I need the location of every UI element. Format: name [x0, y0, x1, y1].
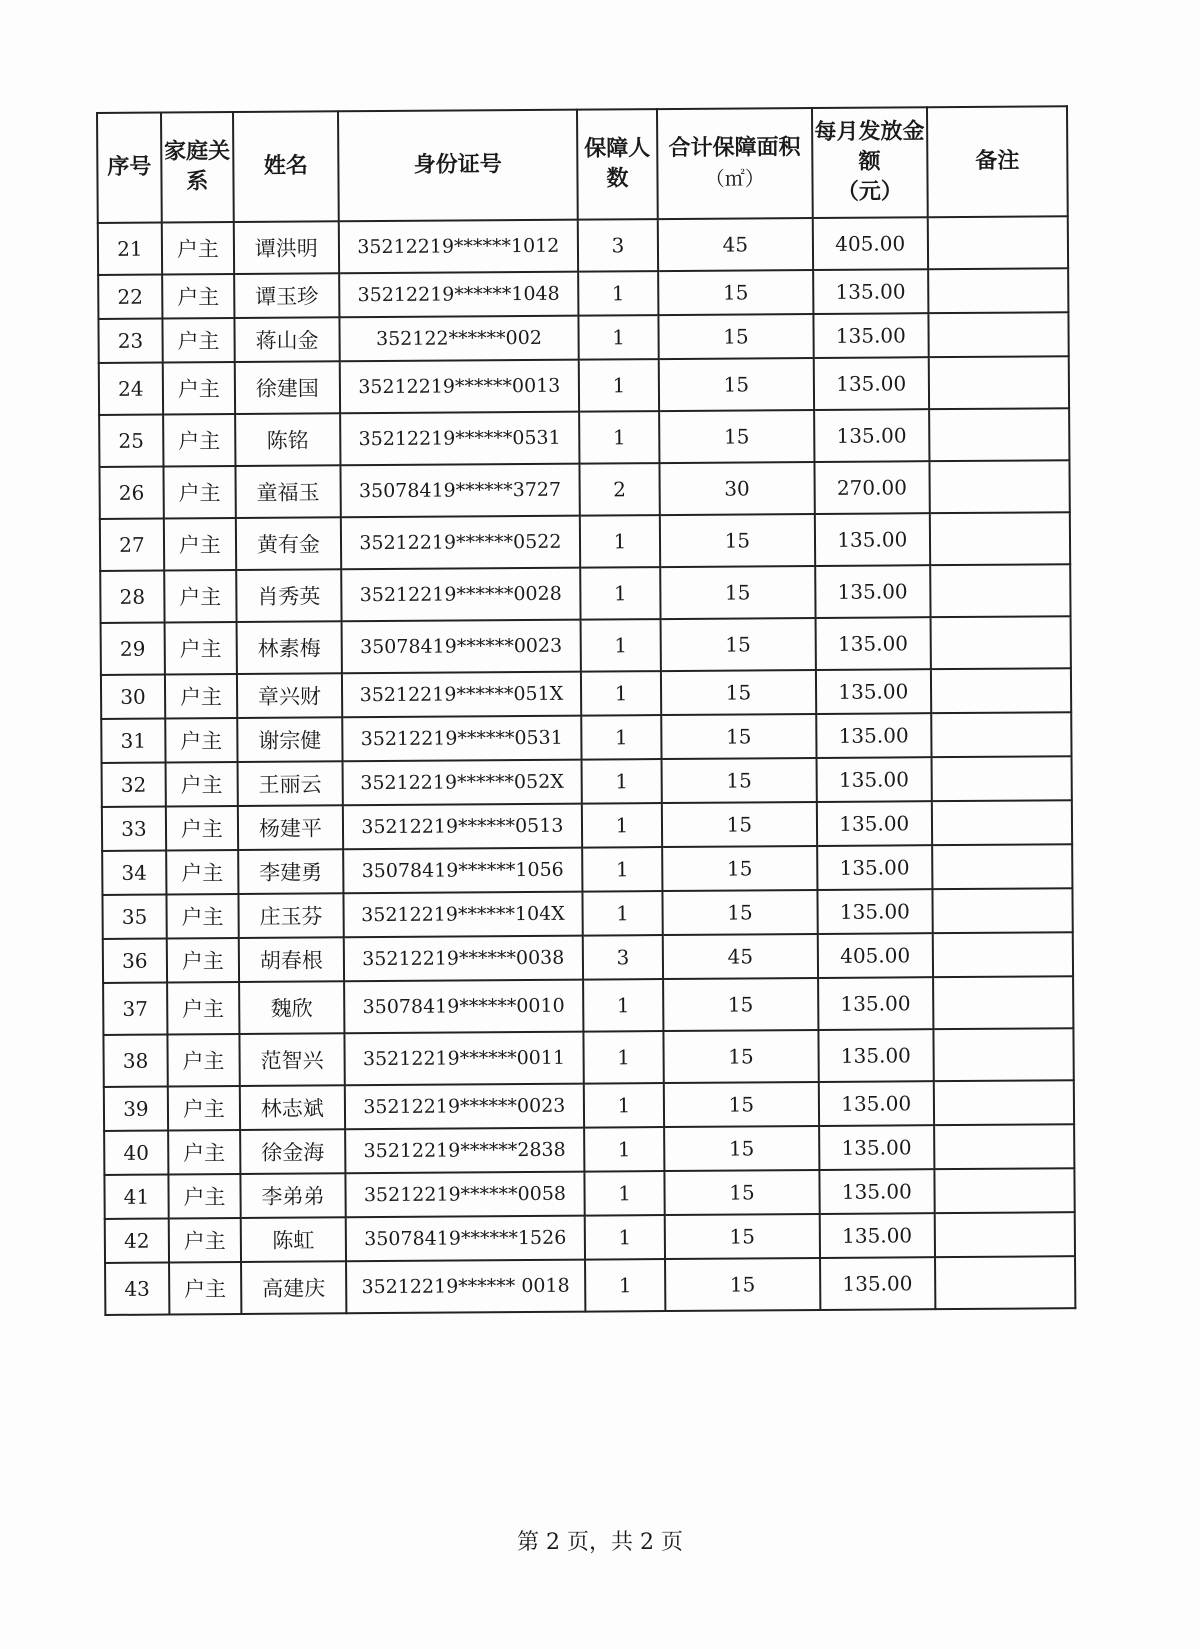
cell-persons: 1	[584, 1083, 665, 1128]
cell-amount: 135.00	[813, 313, 929, 358]
cell-persons: 1	[584, 1171, 665, 1216]
header-amount	[812, 107, 928, 218]
cell-relation: 户主	[166, 850, 238, 895]
cell-relation: 户主	[164, 622, 236, 675]
cell-seq: 43	[105, 1263, 169, 1315]
subsidy-table	[96, 105, 1076, 1316]
cell-amount: 135.00	[816, 757, 932, 802]
cell-seq: 37	[103, 983, 167, 1035]
cell-relation: 户主	[163, 414, 235, 467]
cell-persons: 1	[580, 515, 661, 568]
table-row	[102, 800, 1072, 851]
cell-area: 15	[660, 514, 815, 567]
cell-id-number: 35212219******051X	[342, 672, 581, 718]
cell-area: 15	[658, 270, 813, 315]
cell-name: 李建勇	[238, 849, 343, 894]
cell-name: 胡春根	[239, 937, 344, 982]
table-row	[101, 616, 1071, 675]
cell-seq: 27	[100, 519, 164, 571]
cell-area: 15	[664, 1030, 819, 1083]
table-row	[102, 844, 1072, 895]
cell-seq: 21	[98, 223, 162, 275]
cell-remark	[928, 216, 1068, 269]
cell-name: 范智兴	[239, 1033, 344, 1086]
cell-area: 15	[661, 618, 816, 671]
cell-relation: 户主	[169, 1262, 241, 1315]
cell-seq: 35	[102, 895, 166, 939]
cell-name: 肖秀英	[236, 569, 341, 622]
cell-seq: 30	[101, 675, 165, 719]
cell-relation: 户主	[163, 466, 235, 519]
cell-amount: 135.00	[815, 565, 931, 618]
cell-area: 15	[665, 1214, 820, 1259]
cell-persons: 1	[579, 359, 660, 412]
cell-seq: 24	[99, 363, 163, 415]
cell-remark	[932, 888, 1072, 933]
cell-id-number: 35078419******0010	[344, 980, 583, 1034]
cell-remark	[935, 1256, 1075, 1309]
table-row	[102, 888, 1072, 939]
table-row	[103, 1028, 1073, 1087]
cell-relation: 户主	[167, 1034, 239, 1087]
table-row	[101, 668, 1071, 719]
cell-amount: 135.00	[813, 357, 929, 410]
cell-area: 15	[659, 358, 814, 411]
cell-seq: 34	[102, 851, 166, 895]
cell-area: 15	[662, 758, 817, 803]
cell-seq: 40	[104, 1131, 168, 1175]
cell-area: 15	[665, 1258, 820, 1311]
cell-area: 45	[663, 934, 818, 979]
header-persons: 保障人数	[577, 109, 658, 220]
cell-remark	[930, 564, 1070, 617]
cell-id-number: 352122******002	[339, 316, 578, 362]
cell-remark	[932, 844, 1072, 889]
cell-id-number: 35212219****** 0018	[346, 1260, 585, 1314]
table-row	[104, 1168, 1074, 1219]
cell-amount: 135.00	[819, 1213, 935, 1258]
cell-amount: 135.00	[815, 617, 931, 670]
cell-seq: 38	[103, 1035, 167, 1087]
cell-persons: 1	[582, 803, 663, 848]
table-row	[101, 712, 1071, 763]
cell-remark	[934, 1168, 1074, 1213]
cell-relation: 户主	[163, 362, 235, 415]
cell-area: 15	[659, 410, 814, 463]
cell-amount: 135.00	[817, 845, 933, 890]
cell-relation: 户主	[164, 570, 236, 623]
cell-relation: 户主	[167, 982, 239, 1035]
cell-relation: 户主	[162, 274, 234, 319]
cell-persons: 1	[578, 315, 659, 360]
table-row	[105, 1212, 1075, 1263]
cell-persons: 1	[579, 411, 660, 464]
cell-seq: 36	[103, 939, 167, 983]
cell-area: 15	[664, 1082, 819, 1127]
cell-id-number: 35078419******1056	[343, 848, 582, 894]
cell-amount: 135.00	[818, 977, 934, 1030]
cell-persons: 1	[582, 891, 663, 936]
cell-relation: 户主	[165, 674, 237, 719]
cell-seq: 42	[105, 1219, 169, 1263]
cell-relation: 户主	[164, 518, 236, 571]
cell-amount: 405.00	[817, 933, 933, 978]
cell-remark	[930, 512, 1070, 565]
cell-relation: 户主	[169, 1218, 241, 1263]
cell-relation: 户主	[162, 222, 234, 275]
cell-amount: 135.00	[817, 889, 933, 934]
cell-id-number: 35212219******052X	[342, 760, 581, 806]
cell-name: 高建庆	[241, 1261, 346, 1314]
cell-name: 蒋山金	[234, 317, 339, 362]
cell-name: 徐金海	[240, 1129, 345, 1174]
cell-name: 林素梅	[236, 621, 341, 674]
cell-relation: 户主	[168, 1174, 240, 1219]
cell-persons: 2	[579, 463, 660, 516]
page-number: 第 2 页，共 2 页	[517, 1530, 683, 1555]
cell-seq: 39	[104, 1087, 168, 1131]
cell-area: 15	[660, 566, 815, 619]
cell-amount: 135.00	[816, 713, 932, 758]
cell-name: 谢宗健	[237, 717, 342, 762]
cell-area: 15	[659, 314, 814, 359]
cell-seq: 32	[102, 763, 166, 807]
cell-id-number: 35212219******0023	[345, 1084, 584, 1130]
table-body	[98, 216, 1076, 1315]
cell-area: 15	[661, 670, 816, 715]
cell-area: 45	[658, 218, 813, 271]
cell-name: 王丽云	[237, 761, 342, 806]
cell-name: 陈铭	[235, 413, 340, 466]
header-area-label: 合计保障面积	[668, 135, 801, 162]
cell-relation: 户主	[167, 938, 239, 983]
cell-persons: 1	[580, 567, 661, 620]
cell-remark	[930, 616, 1070, 669]
cell-id-number: 35078419******3727	[340, 464, 579, 518]
cell-id-number: 35212219******0513	[343, 804, 582, 850]
cell-id-number: 35212219******2838	[345, 1128, 584, 1174]
cell-name: 陈虹	[241, 1217, 346, 1262]
cell-name: 徐建国	[235, 361, 340, 414]
cell-persons: 1	[581, 671, 662, 716]
table-header-row	[97, 106, 1068, 223]
cell-remark	[928, 312, 1068, 357]
cell-id-number: 35212219******0058	[345, 1172, 584, 1218]
table-row	[100, 512, 1070, 571]
cell-persons: 1	[584, 1127, 665, 1172]
cell-name: 章兴财	[237, 673, 342, 718]
table-row	[98, 268, 1068, 319]
cell-name: 杨建平	[238, 805, 343, 850]
cell-amount: 135.00	[820, 1257, 936, 1310]
table-row	[103, 976, 1073, 1035]
cell-area: 15	[663, 890, 818, 935]
cell-area: 15	[663, 978, 818, 1031]
cell-id-number: 35212219******1012	[339, 220, 578, 274]
cell-remark	[932, 800, 1072, 845]
cell-persons: 1	[581, 715, 662, 760]
cell-seq: 25	[99, 415, 163, 467]
header-id-number: 身份证号	[338, 110, 578, 222]
cell-seq: 22	[98, 275, 162, 319]
cell-remark	[933, 932, 1073, 977]
cell-name: 李弟弟	[240, 1173, 345, 1218]
cell-persons: 3	[583, 935, 664, 980]
table-row	[104, 1080, 1074, 1131]
cell-remark	[929, 356, 1069, 409]
cell-name: 谭洪明	[234, 221, 339, 274]
cell-id-number: 35212219******0531	[342, 716, 581, 762]
cell-id-number: 35212219******0038	[344, 936, 583, 982]
cell-id-number: 35212219******0531	[340, 412, 579, 466]
table-row	[104, 1124, 1074, 1175]
header-amount-label: 每月发放金额	[814, 119, 925, 175]
cell-area: 15	[662, 802, 817, 847]
table-row	[99, 460, 1069, 519]
cell-relation: 户主	[166, 806, 238, 851]
cell-name: 黄有金	[236, 517, 341, 570]
header-remark: 备注	[927, 106, 1068, 217]
cell-id-number: 35212219******0028	[341, 568, 580, 622]
cell-amount: 135.00	[819, 1169, 935, 1214]
cell-area: 15	[662, 846, 817, 891]
cell-amount: 135.00	[819, 1125, 935, 1170]
header-amount-unit: （元）	[836, 179, 903, 205]
cell-remark	[928, 268, 1068, 313]
cell-remark	[931, 668, 1071, 713]
cell-relation: 户主	[165, 718, 237, 763]
cell-relation: 户主	[162, 318, 234, 363]
cell-area: 30	[660, 462, 815, 515]
cell-seq: 33	[102, 807, 166, 851]
table-row	[102, 756, 1072, 807]
cell-amount: 135.00	[814, 409, 930, 462]
cell-persons: 1	[585, 1215, 666, 1260]
cell-remark	[929, 408, 1069, 461]
cell-seq: 29	[101, 623, 165, 675]
cell-name: 魏欣	[239, 981, 344, 1034]
header-area-unit: （㎡）	[704, 166, 765, 191]
table-row	[98, 312, 1068, 363]
cell-id-number: 35078419******0023	[341, 620, 580, 674]
cell-amount: 405.00	[812, 217, 928, 270]
cell-persons: 1	[583, 979, 664, 1032]
cell-remark	[931, 756, 1071, 801]
cell-name: 谭玉珍	[234, 273, 339, 318]
cell-area: 15	[664, 1126, 819, 1171]
cell-remark	[933, 1028, 1073, 1081]
table-row	[99, 408, 1069, 467]
cell-amount: 135.00	[816, 801, 932, 846]
header-area	[657, 108, 812, 219]
cell-id-number: 35078419******1526	[346, 1216, 585, 1262]
cell-id-number: 35212219******1048	[339, 272, 578, 318]
header-seq: 序号	[97, 113, 162, 223]
cell-remark	[934, 1080, 1074, 1125]
cell-remark	[929, 460, 1069, 513]
cell-id-number: 35212219******104X	[343, 892, 582, 938]
cell-relation: 户主	[168, 1130, 240, 1175]
cell-seq: 23	[98, 319, 162, 363]
cell-relation: 户主	[168, 1086, 240, 1131]
cell-remark	[931, 712, 1071, 757]
cell-area: 15	[665, 1170, 820, 1215]
cell-remark	[933, 976, 1073, 1029]
table-row	[100, 564, 1070, 623]
cell-remark	[934, 1124, 1074, 1169]
cell-amount: 135.00	[814, 513, 930, 566]
cell-persons: 1	[580, 619, 661, 672]
table-row	[105, 1256, 1075, 1315]
cell-id-number: 35212219******0011	[344, 1032, 583, 1086]
cell-persons: 1	[583, 1031, 664, 1084]
cell-remark	[935, 1212, 1075, 1257]
cell-seq: 31	[101, 719, 165, 763]
cell-area: 15	[661, 714, 816, 759]
table-row	[98, 216, 1068, 275]
cell-name: 庄玉芬	[238, 893, 343, 938]
cell-persons: 1	[578, 271, 659, 316]
cell-amount: 135.00	[813, 269, 929, 314]
cell-name: 童福玉	[235, 465, 340, 518]
cell-amount: 135.00	[818, 1029, 934, 1082]
cell-seq: 41	[104, 1175, 168, 1219]
header-relation: 家庭关系	[161, 112, 234, 223]
cell-persons: 3	[578, 219, 659, 272]
cell-id-number: 35212219******0013	[340, 360, 579, 414]
cell-persons: 1	[585, 1259, 666, 1312]
table-row	[99, 356, 1069, 415]
cell-relation: 户主	[166, 894, 238, 939]
cell-amount: 135.00	[818, 1081, 934, 1126]
cell-persons: 1	[582, 847, 663, 892]
header-name: 姓名	[233, 111, 339, 222]
cell-relation: 户主	[165, 762, 237, 807]
cell-amount: 135.00	[816, 669, 932, 714]
cell-amount: 270.00	[814, 461, 930, 514]
cell-id-number: 35212219******0522	[341, 516, 580, 570]
subsidy-table-wrapper	[96, 105, 1076, 1316]
table-row	[103, 932, 1073, 983]
cell-seq: 28	[100, 571, 164, 623]
cell-name: 林志斌	[240, 1085, 345, 1130]
cell-persons: 1	[581, 759, 662, 804]
cell-seq: 26	[99, 467, 163, 519]
